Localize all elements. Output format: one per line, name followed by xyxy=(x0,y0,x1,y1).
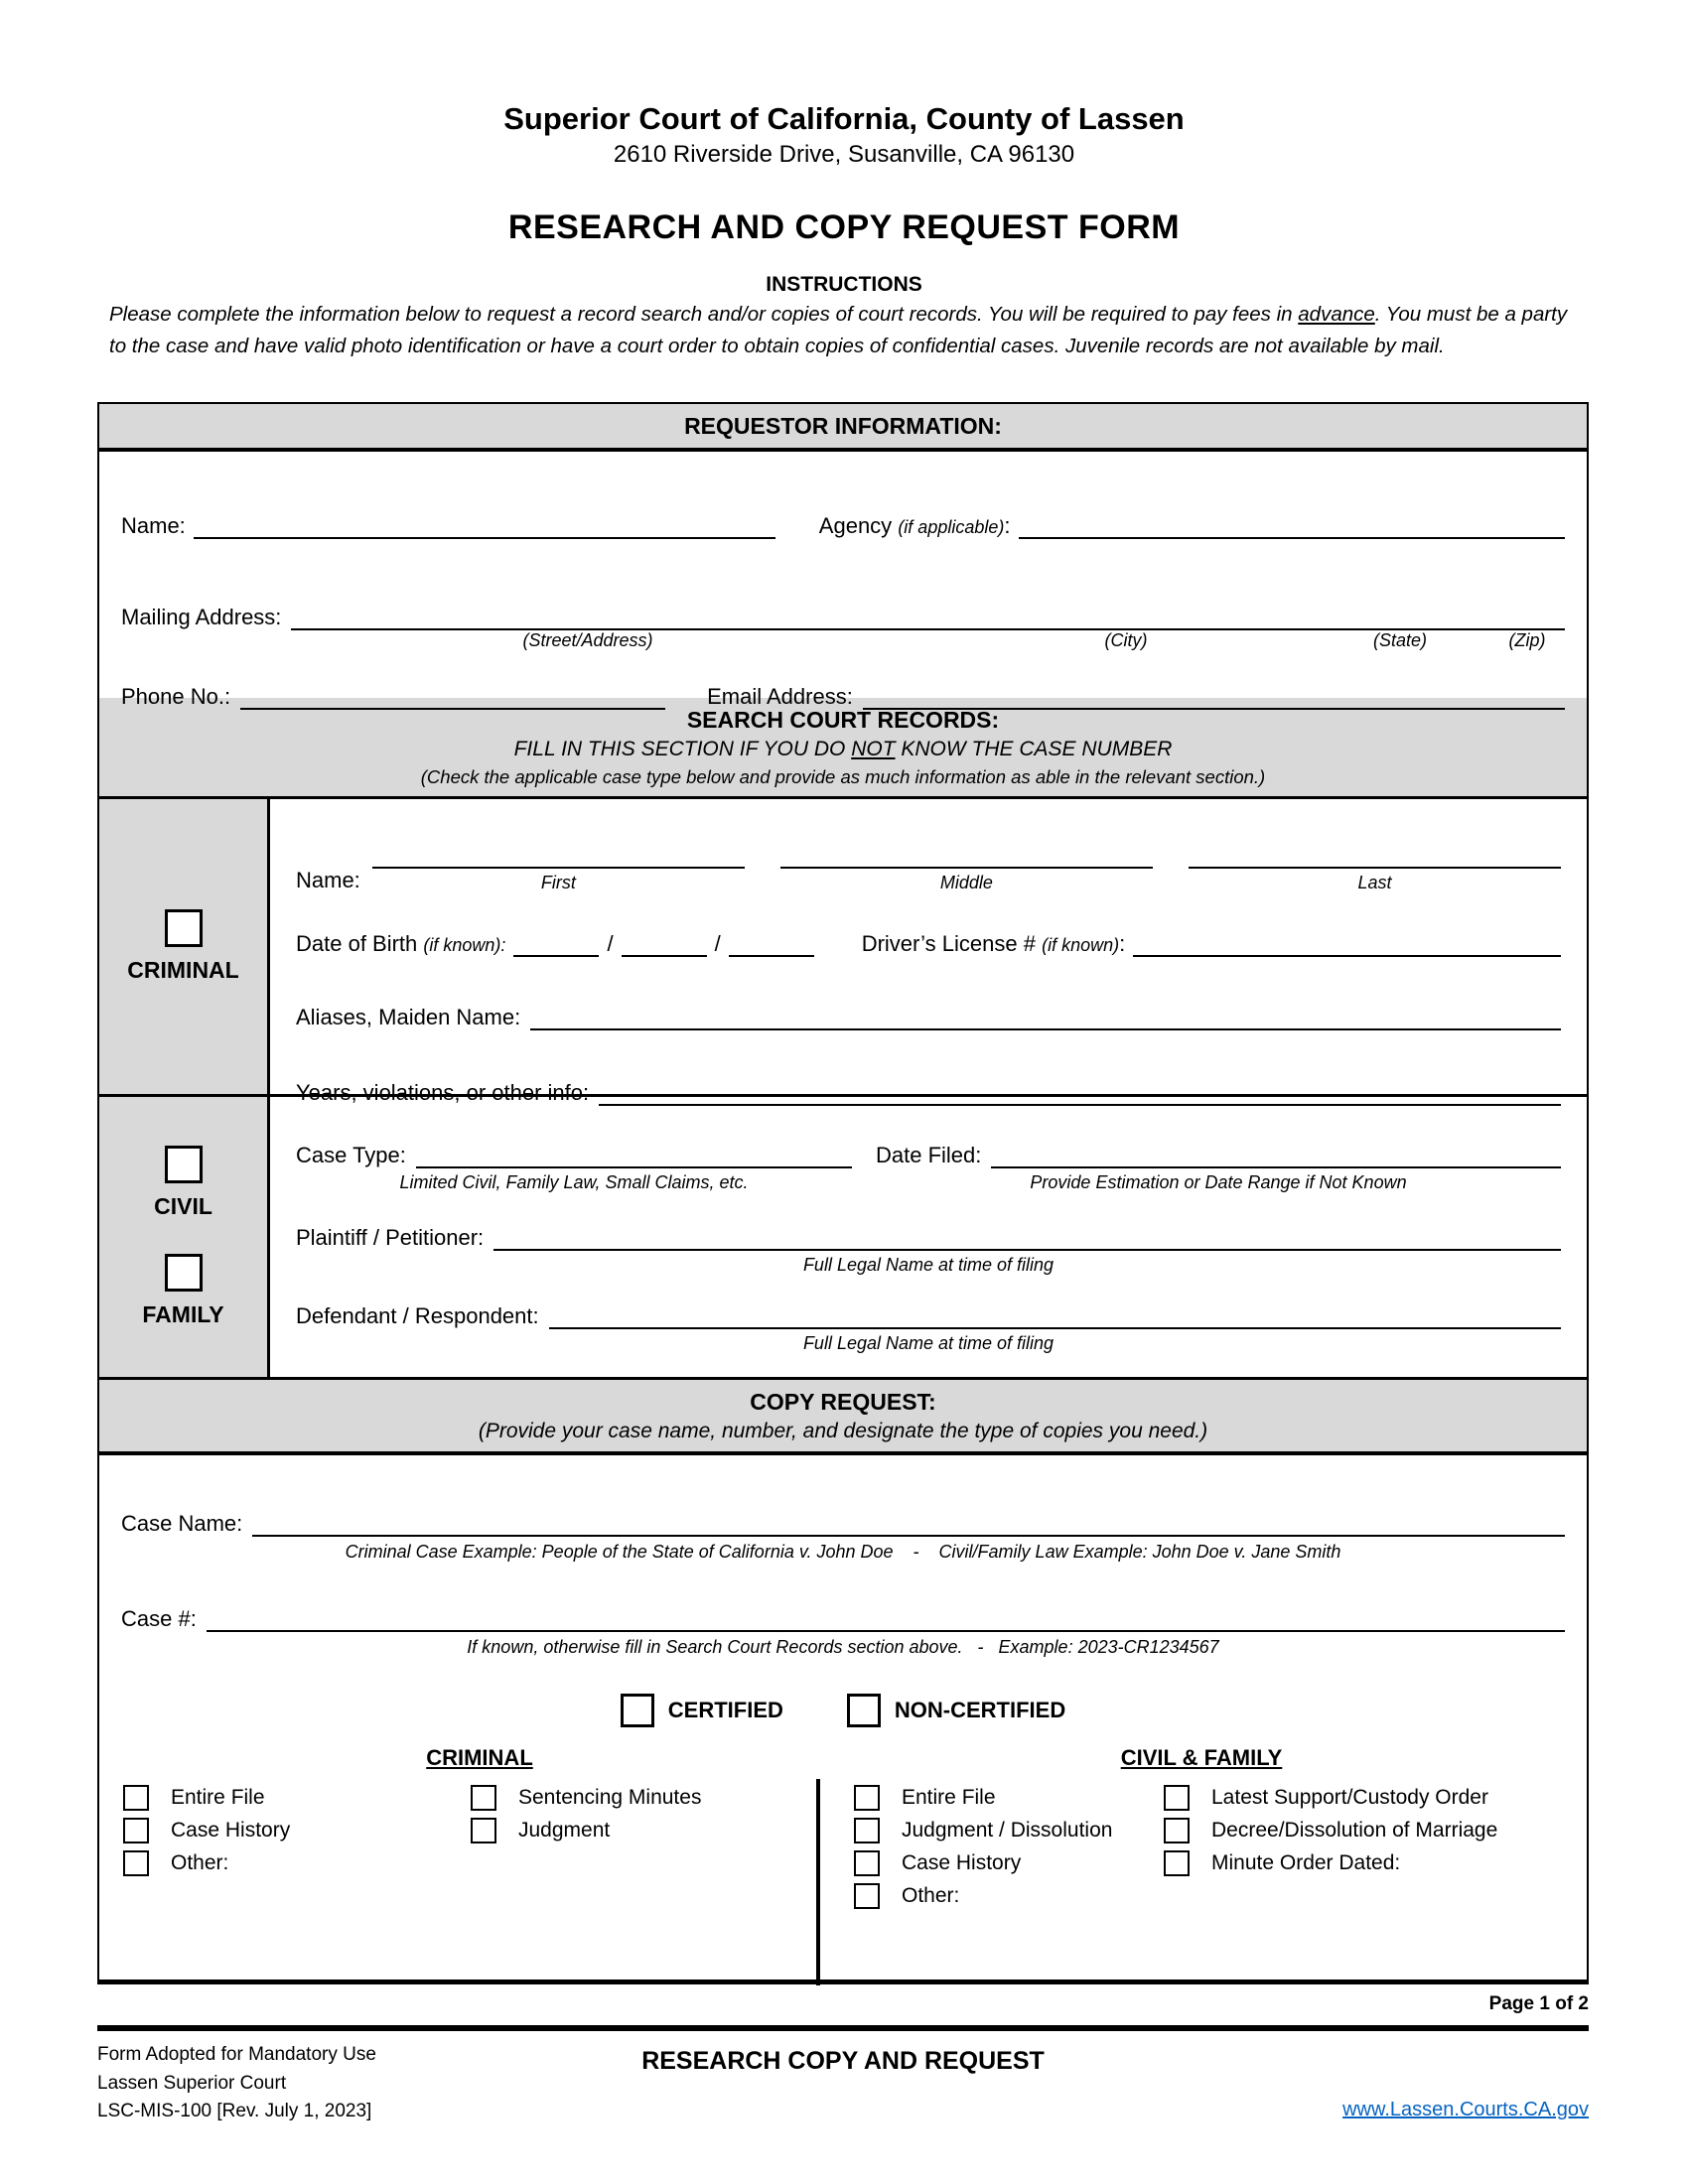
middle-note: Middle xyxy=(939,873,993,892)
criminal-fields xyxy=(270,799,1587,1105)
non-certified-checkbox[interactable] xyxy=(847,1694,881,1727)
civil-family-fields xyxy=(270,1097,1587,1377)
drivers-license-label: Driver’s License # (if known): xyxy=(861,931,1126,956)
zip-note: (Zip) xyxy=(1508,630,1546,650)
drivers-license-input-line[interactable] xyxy=(1133,927,1561,957)
criminal-name-label: Name: xyxy=(296,868,360,892)
civil-entire-file-checkbox[interactable] xyxy=(854,1785,880,1811)
instructions-text-advance: advance xyxy=(1298,303,1375,326)
criminal-column-heading: CRIMINAL xyxy=(426,1745,533,1770)
court-address: 2610 Riverside Drive, Susanville, CA 96130 xyxy=(613,141,1075,168)
criminal-label: CRIMINAL xyxy=(127,957,239,983)
instructions-text-post: . You must be a party to the case and have valid photo identification or have a court order to obtain copies of confidential cases. Juvenile records are not available by mail. xyxy=(109,303,1568,357)
family-label: FAMILY xyxy=(142,1301,224,1327)
criminal-other-item xyxy=(123,1850,471,1876)
civil-family-side-cell xyxy=(99,1097,270,1377)
certified-label: CERTIFIED xyxy=(667,1698,783,1722)
years-violations-label: Years, violations, or other info: xyxy=(296,1080,590,1105)
civil-other-item xyxy=(854,1883,1164,1909)
date-filed-input-line[interactable] xyxy=(991,1139,1561,1168)
email-label: Email Address: xyxy=(707,684,853,709)
criminal-sentencing-minutes-checkbox[interactable] xyxy=(471,1785,496,1811)
name-label: Name: xyxy=(121,513,186,538)
agency-label: Agency (if applicable): xyxy=(818,513,1011,538)
civil-judgment-dissolution-item xyxy=(854,1818,1164,1843)
drivers-license-note: (if known) xyxy=(1042,935,1120,955)
search-subtitle: FILL IN THIS SECTION IF YOU DO NOT KNOW THE CASE NUMBER xyxy=(513,738,1173,760)
instructions-text-pre: Please complete the information below to request a record search and/or copies of court records. You will be required to pay fees in xyxy=(109,303,1299,326)
dob-month-input-line[interactable] xyxy=(513,927,599,957)
defendant-note: Full Legal Name at time of filing xyxy=(802,1333,1055,1353)
criminal-case-history-label: Case History xyxy=(171,1819,291,1842)
case-type-input-line[interactable] xyxy=(416,1139,852,1168)
state-note: (State) xyxy=(1372,630,1428,650)
civil-entire-file-label: Entire File xyxy=(902,1786,996,1809)
plaintiff-input-line[interactable] xyxy=(493,1221,1561,1251)
footer-form-title: RESEARCH COPY AND REQUEST xyxy=(641,2047,1045,2075)
case-number-input-line[interactable] xyxy=(207,1602,1565,1632)
criminal-sentencing-minutes-item xyxy=(471,1785,838,1811)
criminal-search-row xyxy=(99,799,1587,1105)
form-number-revision: LSC-MIS-100 [Rev. July 1, 2023] xyxy=(97,2101,372,2121)
civil-decree-dissolution-label: Decree/Dissolution of Marriage xyxy=(1211,1819,1498,1842)
civil-entire-file-item xyxy=(854,1785,1164,1811)
requestor-information-header xyxy=(99,404,1587,452)
criminal-case-history-checkbox[interactable] xyxy=(123,1818,149,1843)
civil-case-history-label: Case History xyxy=(902,1851,1022,1874)
criminal-entire-file-label: Entire File xyxy=(171,1786,265,1809)
plaintiff-note: Full Legal Name at time of filing xyxy=(802,1255,1055,1275)
search-subtitle-2: (Check the applicable case type below and provide as much information as able in the relevant section.) xyxy=(420,766,1266,787)
date-filed-label: Date Filed: xyxy=(876,1143,982,1167)
dob-note: (if known): xyxy=(423,935,506,955)
criminal-judgment-item xyxy=(471,1818,838,1843)
criminal-other-checkbox[interactable] xyxy=(123,1850,149,1876)
agency-input-line[interactable] xyxy=(1019,509,1566,539)
criminal-options xyxy=(121,1785,838,1916)
form-adoption-line-1: Form Adopted for Mandatory Use xyxy=(97,2044,376,2065)
civil-judgment-dissolution-checkbox[interactable] xyxy=(854,1818,880,1843)
family-checkbox[interactable] xyxy=(165,1254,203,1292)
street-address-note: (Street/Address) xyxy=(522,630,653,650)
criminal-checkbox[interactable] xyxy=(165,909,203,947)
civil-minute-order-checkbox[interactable] xyxy=(1164,1850,1190,1876)
dob-label: Date of Birth (if known): xyxy=(296,931,506,956)
instructions-heading: INSTRUCTIONS xyxy=(766,273,922,296)
instructions-paragraph xyxy=(109,299,1579,362)
last-name-input-line[interactable] xyxy=(1189,839,1561,869)
case-name-input-line[interactable] xyxy=(252,1507,1565,1537)
mailing-address-sublabels xyxy=(121,630,1565,656)
civil-decree-dissolution-item xyxy=(1164,1818,1565,1843)
civil-support-custody-checkbox[interactable] xyxy=(1164,1785,1190,1811)
criminal-side-cell xyxy=(99,799,270,1094)
civil-checkbox[interactable] xyxy=(165,1146,203,1183)
form-title: RESEARCH AND COPY REQUEST FORM xyxy=(507,208,1181,246)
civil-other-checkbox[interactable] xyxy=(854,1883,880,1909)
civil-minute-order-label: Minute Order Dated: xyxy=(1211,1851,1401,1874)
defendant-input-line[interactable] xyxy=(549,1299,1561,1329)
name-input-line[interactable] xyxy=(194,509,775,539)
email-input-line[interactable] xyxy=(863,680,1565,710)
civil-case-history-item xyxy=(854,1850,1164,1876)
court-website-link[interactable]: www.Lassen.Courts.CA.gov xyxy=(1342,2099,1589,2120)
case-type-label: Case Type: xyxy=(296,1143,406,1167)
phone-input-line[interactable] xyxy=(240,680,665,710)
criminal-sentencing-minutes-label: Sentencing Minutes xyxy=(518,1786,702,1809)
court-name: Superior Court of California, County of Lassen xyxy=(503,101,1185,136)
copy-request-header xyxy=(99,1380,1587,1455)
middle-name-input-line[interactable] xyxy=(780,839,1153,869)
case-name-note: Criminal Case Example: People of the State of California v. John Doe - Civil/Family Law Example: John Doe v. Jane Smith xyxy=(345,1542,1341,1562)
aliases-input-line[interactable] xyxy=(530,1001,1561,1030)
certification-choice-row xyxy=(121,1694,1565,1727)
civil-family-search-row xyxy=(99,1097,1587,1380)
column-divider xyxy=(816,1779,820,1985)
form-body-box xyxy=(97,402,1589,1984)
search-court-records-title: SEARCH COURT RECORDS: xyxy=(686,707,1000,733)
case-number-label: Case #: xyxy=(121,1606,197,1631)
copy-request-body xyxy=(99,1455,1587,1979)
footer xyxy=(97,2041,1589,2126)
criminal-judgment-checkbox[interactable] xyxy=(471,1818,496,1843)
mailing-address-input-line[interactable] xyxy=(291,601,1565,630)
copy-request-subtitle: (Provide your case name, number, and designate the type of copies you need.) xyxy=(478,1420,1208,1442)
criminal-other-label: Other: xyxy=(171,1851,229,1874)
defendant-label: Defendant / Respondent: xyxy=(296,1303,539,1328)
last-note: Last xyxy=(1357,873,1392,892)
not-underlined: NOT xyxy=(851,738,896,760)
aliases-label: Aliases, Maiden Name: xyxy=(296,1005,521,1029)
civil-decree-dissolution-checkbox[interactable] xyxy=(1164,1818,1190,1843)
case-number-note: If known, otherwise fill in Search Court Records section above. - Example: 2023-CR1234567 xyxy=(467,1637,1219,1657)
case-type-note: Limited Civil, Family Law, Small Claims, etc. xyxy=(399,1172,749,1192)
page-indicator: Page 1 of 2 xyxy=(1488,1993,1589,2014)
certified-checkbox[interactable] xyxy=(621,1694,654,1727)
dob-slash-1: / xyxy=(607,931,614,956)
civil-judgment-dissolution-label: Judgment / Dissolution xyxy=(902,1819,1113,1842)
non-certified-label: NON-CERTIFIED xyxy=(894,1698,1066,1722)
requestor-information-body xyxy=(99,452,1587,709)
city-note: (City) xyxy=(1104,630,1148,650)
copy-options-columns xyxy=(121,1785,1565,1916)
civil-family-options xyxy=(838,1785,1565,1916)
dob-year-input-line[interactable] xyxy=(729,927,814,957)
phone-label: Phone No.: xyxy=(121,684,231,709)
civil-family-column-heading: CIVIL & FAMILY xyxy=(1120,1745,1283,1770)
footer-rule xyxy=(97,2025,1589,2031)
case-name-label: Case Name: xyxy=(121,1511,243,1536)
date-filed-note: Provide Estimation or Date Range if Not Known xyxy=(1030,1172,1407,1192)
requestor-information-title: REQUESTOR INFORMATION: xyxy=(684,413,1002,439)
criminal-entire-file-item xyxy=(123,1785,471,1811)
criminal-case-history-item xyxy=(123,1818,471,1843)
dob-slash-2: / xyxy=(714,931,721,956)
agency-note: (if applicable) xyxy=(898,517,1005,537)
form-header xyxy=(0,0,1688,362)
copy-request-title: COPY REQUEST: xyxy=(750,1389,936,1415)
plaintiff-label: Plaintiff / Petitioner: xyxy=(296,1225,485,1250)
civil-label: CIVIL xyxy=(154,1193,212,1219)
criminal-entire-file-checkbox[interactable] xyxy=(123,1785,149,1811)
search-court-records-header xyxy=(99,698,1587,799)
civil-other-label: Other: xyxy=(902,1884,960,1907)
civil-support-custody-item xyxy=(1164,1785,1565,1811)
civil-case-history-checkbox[interactable] xyxy=(854,1850,880,1876)
first-note: First xyxy=(540,873,576,892)
copy-column-headings xyxy=(121,1745,1565,1771)
criminal-judgment-label: Judgment xyxy=(518,1819,611,1842)
dob-day-input-line[interactable] xyxy=(622,927,707,957)
form-adoption-line-2: Lassen Superior Court xyxy=(97,2072,287,2094)
civil-minute-order-item xyxy=(1164,1850,1565,1876)
first-name-input-line[interactable] xyxy=(372,839,745,869)
civil-support-custody-label: Latest Support/Custody Order xyxy=(1211,1786,1488,1809)
mailing-address-label: Mailing Address: xyxy=(121,605,282,629)
